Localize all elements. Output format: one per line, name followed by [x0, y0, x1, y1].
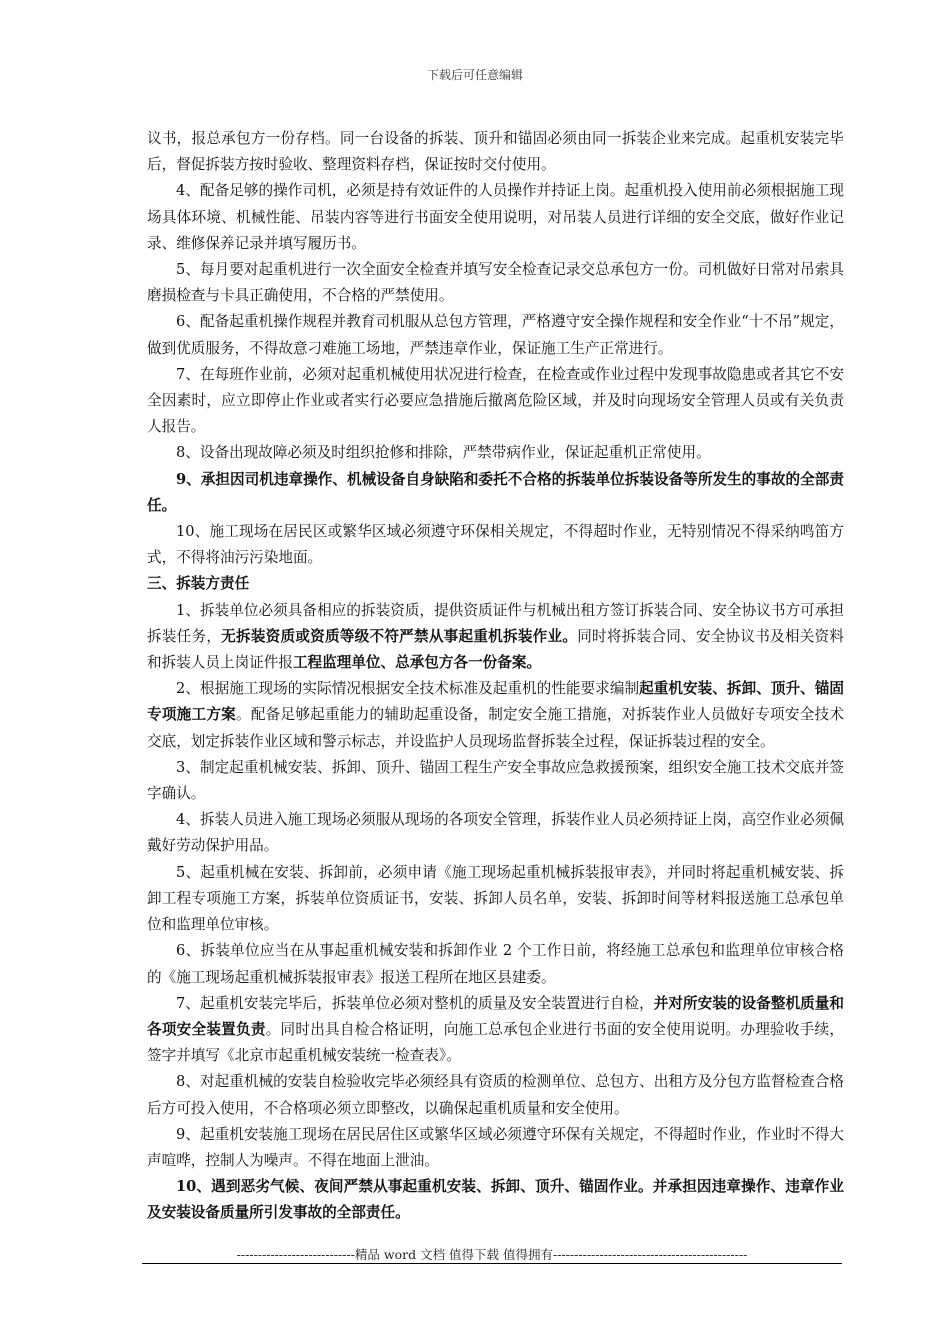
paragraph	[147, 519, 844, 571]
text-run: 1、拆装单位必须具备相应的拆装资质，提供资质证件与机械出租方签订拆装合同、安全协议书方可承担拆装任务，	[147, 601, 844, 645]
paragraph	[147, 676, 844, 755]
text-run: 。同时出具自检合格证明，向施工总承包企业进行书面的安全使用说明。办理验收手续，签字并填写《北京市起重机械安装统一检查表》。	[147, 1020, 844, 1065]
text-run: 10、施工现场在居民区或繁华区域必须遵守环保相关规定，不得超时作业，无特别情况不得采纳鸣笛方式，不得将油污污染地面。	[147, 523, 844, 567]
paragraph	[147, 1122, 844, 1174]
paragraph	[147, 178, 844, 257]
footer-rule	[142, 1263, 842, 1264]
bold-text: 并对所安装的设备整机质量和各项安全装置负责	[147, 994, 844, 1038]
page-footer: ----------------------------精品 word 文档 值得下载 值得拥有----------------------------------------------	[236, 1247, 748, 1262]
text-run: 6、配备起重机操作规程并教育司机服从总包方管理，严格遵守安全操作规程和安全作业“十不吊”规定，做到优质服务，不得故意刁难施工场地，严禁违章作业，保证施工生产正常进行。	[147, 313, 844, 357]
page-header: 下载后可任意编辑	[426, 68, 523, 82]
text-run: 。配备足够起重能力的辅助起重设备，制定安全施工措施，对拆装作业人员做好专项安全技术交底，划定拆装作业区域和警示标志，并设监护人员现场监督拆装全过程，保证拆装过程的安全。	[147, 706, 844, 750]
text-run: 8、设备出现故障必须及时组织抢修和排除，严禁带病作业，保证起重机正常使用。	[176, 444, 711, 462]
text-run: 5、起重机械在安装、拆卸前，必须申请《施工现场起重机械拆装报审表》，并同时将起重机械安装、拆卸工程专项施工方案，拆装单位资质证书，安装、拆卸人员名单，安装、拆卸时间等材料报送施工总承包单位和监理单位审核。	[147, 863, 844, 934]
paragraph	[147, 1069, 844, 1121]
bold-text: 三、拆装方责任	[147, 575, 250, 593]
text-run: 8、对起重机械的安装自检验收完毕必须经具有资质的检测单位、总包方、出租方及分包方监督检查合格后方可投入使用，不合格项必须立即整改，以确保起重机质量和安全使用。	[147, 1073, 844, 1117]
text-run: 同时将拆装合同、安全协议书及相关资料和拆装人员上岗证件报	[147, 627, 844, 672]
paragraph	[147, 1174, 844, 1226]
paragraph	[147, 257, 844, 309]
paragraph	[147, 938, 844, 990]
paragraph	[147, 467, 844, 519]
paragraph	[147, 755, 844, 807]
paragraph	[147, 362, 844, 441]
paragraph	[147, 991, 844, 1070]
text-run: 9、起重机安装施工现场在居民居住区或繁华区域必须遵守环保有关规定，不得超时作业，作业时不得大声喧哗，控制人为噪声。不得在地面上泄油。	[147, 1125, 844, 1169]
bold-text: 无拆装资质或资质等级不符严禁从事起重机拆装作业。	[221, 627, 578, 645]
text-run: 5、每月要对起重机进行一次全面安全检查并填写安全检查记录交总承包方一份。司机做好日常对吊索具磨损检查与卡具正确使用，不合格的严禁使用。	[147, 261, 844, 305]
section-heading	[147, 571, 844, 597]
text-run: 6、拆装单位应当在从事起重机械安装和拆卸作业 2 个工作日前，将经施工总承包和监理单位审核合格的《施工现场起重机械拆装报审表》报送工程所在地区县建委。	[147, 942, 844, 986]
paragraph	[147, 807, 844, 859]
text-run: 4、拆装人员进入施工现场必须服从现场的各项安全管理，拆装作业人员必须持证上岗，高空作业必须佩戴好劳动保护用品。	[147, 811, 844, 855]
paragraph	[147, 598, 844, 677]
text-run: 2、根据施工现场的实际情况根据安全技术标准及起重机的性能要求编制	[176, 680, 640, 698]
text-run: 7、起重机安装完毕后，拆装单位必须对整机的质量及安全装置进行自检，	[176, 994, 654, 1012]
document-body	[147, 126, 844, 1227]
bold-text: 10、遇到恶劣气候、夜间严禁从事起重机安装、拆卸、顶升、锚固作业。并承担因违章操作、违章作业及安装设备质量所引发事故的全部责任。	[147, 1178, 844, 1222]
text-run: 7、在每班作业前，必须对起重机械使用状况进行检查，在检查或作业过程中发现事故隐患或者其它不安全因素时，应立即停止作业或者实行必要应急措施后撤离危险区域，并及时向现场安全管理人员或有关负责人报告。	[147, 365, 844, 436]
text-run: 议书，报总承包方一份存档。同一台设备的拆装、顶升和锚固必须由同一拆装企业来完成。起重机安装完毕后，督促拆装方按时验收、整理资料存档，保证按时交付使用。	[147, 130, 844, 174]
paragraph	[147, 440, 844, 466]
bold-text: 工程监理单位、总承包方各一份备案。	[292, 654, 542, 672]
bold-text: 9、承担因司机违章操作、机械设备自身缺陷和委托不合格的拆装单位拆装设备等所发生的事故的全部责任。	[147, 470, 844, 514]
paragraph	[147, 309, 844, 361]
paragraph	[147, 860, 844, 939]
bold-text: 起重机安装、拆卸、顶升、锚固专项施工方案	[147, 680, 844, 724]
paragraph	[147, 126, 844, 178]
text-run: 3、制定起重机械安装、拆卸、顶升、锚固工程生产安全事故应急救援预案，组织安全施工技术交底并签字确认。	[147, 758, 844, 803]
text-run: 4、配备足够的操作司机，必须是持有效证件的人员操作并持证上岗。起重机投入使用前必须根据施工现场具体环境、机械性能、吊装内容等进行书面安全使用说明，对吊装人员进行详细的安全交底，做好作业记录、维修保养记录并填写履历书。	[147, 182, 844, 252]
